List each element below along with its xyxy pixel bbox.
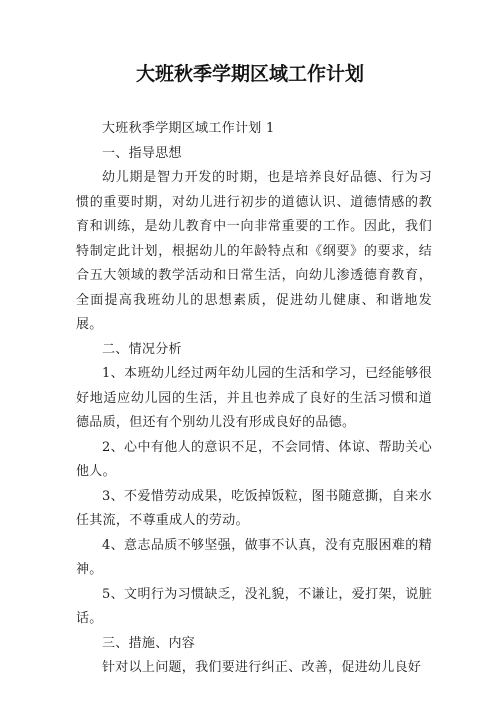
paragraph-measures: 针对以上问题，我们要进行纠正、改善，促进幼儿良好 bbox=[102, 660, 422, 675]
section-heading-situation-analysis: 二、情况分析 bbox=[102, 341, 182, 357]
document-subtitle: 大班秋季学期区域工作计划 1 bbox=[102, 121, 275, 136]
list-item-analysis-1: 1、本班幼儿经过两年幼儿园的生活和学习，已经能够很好地适应幼儿园的生活，并且也养成了良好的生活习惯和道德品质，但还有个别幼儿没有形成良好的品德。 bbox=[76, 366, 432, 430]
list-item-analysis-5: 5、文明行为习惯缺乏，没礼貌，不谦让，爱打架，说脏话。 bbox=[76, 586, 432, 626]
paragraph-guiding-thought: 幼儿期是智力开发的时期，也是培养良好品德、行为习惯的重要时期，对幼儿进行初步的道德认识、道德情感的教育和训练，是幼儿教育中一向非常重要的工作。因此，我们特制定此计划，根据幼儿的年龄特点和《纲要》的要求，结合五大领域的教学活动和日常生活，向幼儿渗透德育教育，全面提高我班幼儿的思想素质，促进幼儿健康、和谐地发展。 bbox=[76, 170, 432, 332]
document-body bbox=[76, 117, 432, 681]
section-heading-guiding-thought: 一、指导思想 bbox=[102, 145, 182, 161]
list-item-analysis-2: 2、心中有他人的意识不足，不会同情、体谅、帮助关心他人。 bbox=[76, 439, 432, 479]
list-item-analysis-3: 3、不爱惜劳动成果，吃饭掉饭粒，图书随意撕，自来水任其流，不尊重成人的劳动。 bbox=[76, 488, 432, 528]
section-heading-measures: 三、措施、内容 bbox=[102, 635, 196, 651]
list-item-analysis-4: 4、意志品质不够坚强，做事不认真，没有克服困难的精神。 bbox=[76, 537, 432, 577]
document-title: 大班秋季学期区域工作计划 bbox=[135, 63, 364, 85]
